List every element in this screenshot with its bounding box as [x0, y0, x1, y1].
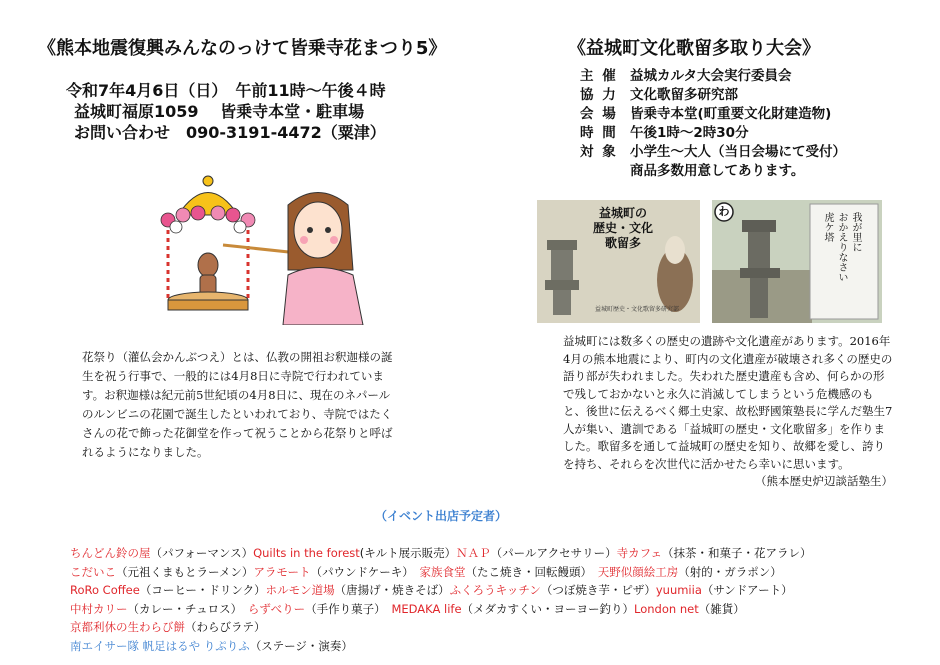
vendor-list — [70, 544, 930, 655]
vendor-name: 南エイサー隊 帆足はるや りぷりふ — [70, 638, 250, 653]
hanamatsuri-illustration — [138, 175, 378, 325]
vendor-name: 寺カフェ — [616, 546, 663, 560]
karuta-book-photo — [537, 200, 700, 323]
book-title-line: 益城町の — [598, 206, 647, 220]
vendors-heading: （イベント出店予定者） — [375, 509, 508, 523]
event-date: 令和7年4月6日（日） 午前11時〜午後４時 — [66, 81, 386, 100]
book-title-line: 歌留多 — [604, 236, 641, 250]
vendor-goods: （ステージ・演奏） — [249, 638, 353, 653]
karuta-details — [580, 67, 846, 181]
vendor-name: Quilts in the forest — [253, 546, 360, 560]
vendor-name: 京都利休の生わらび餅 — [70, 620, 185, 634]
detail-row: 会 場 皆乗寺本堂(町重要文化財建造物) — [580, 106, 832, 122]
event-contact: お問い合わせ 090-3191-4472（粟津） — [74, 123, 386, 142]
vendor-goods: （元祖くまもとラーメン） — [116, 564, 254, 579]
vendor-goods: （コーヒー・ドリンク） — [139, 583, 266, 597]
vendor-goods: （わらびラテ） — [185, 620, 266, 634]
event-place: 益城町福原1059 皆乗寺本堂・駐車場 — [74, 102, 365, 121]
vendor-name: ＮＡＰ — [456, 546, 491, 560]
vendor-name: ちんどん鈴の屋 — [70, 546, 151, 560]
vendor-line — [70, 563, 930, 582]
vendor-name: yuumiia — [655, 583, 702, 597]
vendor-goods: （射的・ガラポン） — [678, 564, 782, 579]
vendor-name: アラモート — [253, 564, 311, 579]
vendor-goods: （抹茶・和菓子・花アラレ） — [662, 546, 812, 560]
vendor-name: 中村カリー — [70, 601, 128, 616]
vendor-goods: （パウンドケーキ） — [310, 564, 420, 579]
card-line: おかえりなさい — [836, 212, 847, 282]
vendor-goods: （雑貨） — [698, 601, 745, 616]
vendor-line — [70, 637, 930, 656]
prize-note: 商品多数用意してあります。 — [630, 163, 805, 179]
vendor-name: ホルモン道場 — [265, 583, 335, 597]
vendor-goods: （パフォーマンス） — [150, 546, 254, 560]
vendor-line — [70, 544, 930, 563]
vendor-goods: （サンドアート） — [701, 583, 793, 597]
vendor-name: RoRo Coffee — [70, 583, 140, 597]
vendor-name: 天野似顔絵工房 — [597, 564, 679, 579]
vendor-name: ふくろうキッチン — [449, 583, 541, 597]
detail-row: 対 象 小学生〜大人（当日会場にて受付） — [580, 144, 846, 160]
vendor-name: London net — [634, 601, 699, 616]
vendor-goods: （カレー・チュロス） — [127, 601, 248, 616]
vendor-goods: （つぼ焼き芋・ピザ） — [540, 583, 656, 597]
festival-title: 《熊本地震復興みんなのっけて皆乗寺花まつり5》 — [38, 38, 447, 59]
vendor-line — [70, 581, 930, 600]
vendor-name: らずべりー — [247, 601, 306, 616]
event-info — [66, 80, 386, 143]
hanamatsuri-description — [82, 348, 400, 462]
vendor-line — [70, 618, 930, 637]
vendor-goods: （メダカすくい・ヨーヨー釣り） — [461, 601, 635, 616]
vendor-name: 家族食堂 — [419, 564, 466, 579]
description-text: 益城町には数多くの歴史の遺跡や文化遺産があります。2016年4月の熊本地震により、町内の文化遺産が破壊され多くの歴史の語り部が失われました。失われた歴史遺産も含め、何らかの形で残しておかないと永久に消滅してしまうという危機感のもと、後世に伝えるべく郷土史家、故松野國策塾長に学んだ塾生7人が集い、遺訓である「益城町の歴史・文化歌留多」を作りました。歌留多を通して益城町の歴史を知り、故郷を愛し、誇りを持ち、それらを次世代に活かせたら幸いに思います。 — [563, 334, 893, 471]
card-line: 虎ケ塔 — [822, 212, 833, 242]
vendor-goods: （唐揚げ・焼きそば） — [334, 583, 450, 597]
author-signature: （熊本歴史炉辺談話塾生） — [755, 474, 893, 488]
vendor-goods: （たこ焼き・回転饅頭） — [465, 564, 598, 579]
detail-row: 協 力 文化歌留多研究部 — [580, 87, 738, 103]
book-title-line: 歴史・文化 — [592, 221, 653, 235]
card-line: 我が里に — [850, 212, 861, 252]
karuta-description — [563, 333, 893, 491]
vendor-name: MEDAKA life — [391, 601, 462, 616]
karuta-title: 《益城町文化歌留多取り大会》 — [568, 38, 820, 59]
description-text: 花祭り（灌仏会かんぶつえ）とは、仏教の開祖お釈迦様の誕生を祝う行事で、一般的には4月8日に寺院で行われています。お釈迦様は紀元前5世紀頃の4月8日に、現在のネパールのルンビニの花園で誕生したといわれており、寺院ではたくさんの花で飾った花御堂を作って祝うことから花祭りと呼ばれるようになりました。 — [82, 350, 393, 459]
book-credit: 益城町歴史・文化歌留多研究部 — [595, 306, 680, 313]
vendor-goods: （手作り菓子） — [305, 601, 392, 616]
vendor-goods: (キルト展示販売） — [359, 546, 457, 560]
vendor-line — [70, 600, 930, 619]
card-letter: わ — [718, 205, 730, 218]
detail-row: 時 間 午後1時〜2時30分 — [580, 125, 749, 141]
karuta-card-photo — [712, 200, 882, 323]
detail-row: 主 催 益城カルタ大会実行委員会 — [580, 68, 792, 84]
vendor-goods: （パールアクセサリー） — [490, 546, 617, 560]
vendor-name: こだいこ — [70, 564, 116, 579]
